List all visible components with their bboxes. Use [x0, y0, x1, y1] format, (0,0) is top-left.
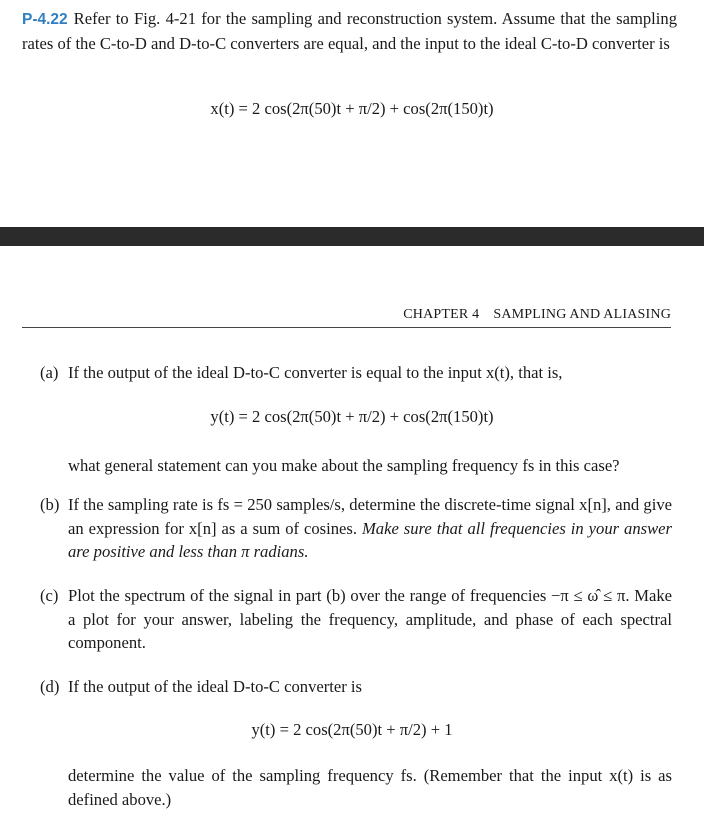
- part-c-label: (c): [40, 586, 59, 605]
- part-b-emphasis: Make sure that all frequencies in your answer are positive and less than π radians.: [68, 518, 672, 561]
- page-break-band: [0, 227, 704, 246]
- part-d-equation: y(t) = 2 cos(2π(50)t + π/2) + 1: [251, 720, 453, 739]
- part-d-question: determine the value of the sampling frequency fs. (Remember that the input x(t) is as defined above.): [68, 766, 672, 809]
- part-d-label: (d): [40, 677, 60, 696]
- part-b-label: (b): [40, 495, 60, 514]
- part-a-text: If the output of the ideal D-to-C converter is equal to the input x(t), that is,: [68, 363, 563, 382]
- part-b: [40, 493, 672, 564]
- part-a-label: (a): [40, 363, 59, 382]
- part-d: [40, 675, 672, 699]
- part-c-text: Plot the spectrum of the signal in part (b) over the range of frequencies −π ≤ ω̂ ≤ π. Make a plot for your answer, labeling the frequency, amplitude, and phase of each spectral component.: [68, 586, 672, 652]
- part-c: [40, 584, 672, 655]
- part-a-equation: y(t) = 2 cos(2π(50)t + π/2) + cos(2π(150)t): [210, 407, 494, 426]
- problem-text: Refer to Fig. 4-21 for the sampling and reconstruction system. Assume that the sampling rates of the C-to-D and D-to-C converters are equal, and the input to the ideal C-to-D converter is: [22, 9, 677, 53]
- running-head-rule: [22, 327, 671, 328]
- problem-statement: [22, 7, 677, 55]
- part-a-question: what general statement can you make about the sampling frequency fs in this case?: [68, 456, 620, 475]
- running-head: [403, 307, 671, 323]
- input-signal-equation: x(t) = 2 cos(2π(50)t + π/2) + cos(2π(150)t): [210, 99, 494, 118]
- chapter-number: CHAPTER 4: [403, 307, 480, 322]
- part-d-text: If the output of the ideal D-to-C converter is: [68, 677, 362, 696]
- chapter-title: SAMPLING AND ALIASING: [493, 307, 671, 322]
- problem-number: P-4.22: [22, 11, 68, 28]
- part-a: [40, 361, 672, 385]
- part-b-body: If the sampling rate is fs = 250 samples/s, determine the discrete-time signal x[n], and give an expression for x[n] as a sum of cosines.: [68, 495, 672, 538]
- part-b-text: [68, 493, 672, 564]
